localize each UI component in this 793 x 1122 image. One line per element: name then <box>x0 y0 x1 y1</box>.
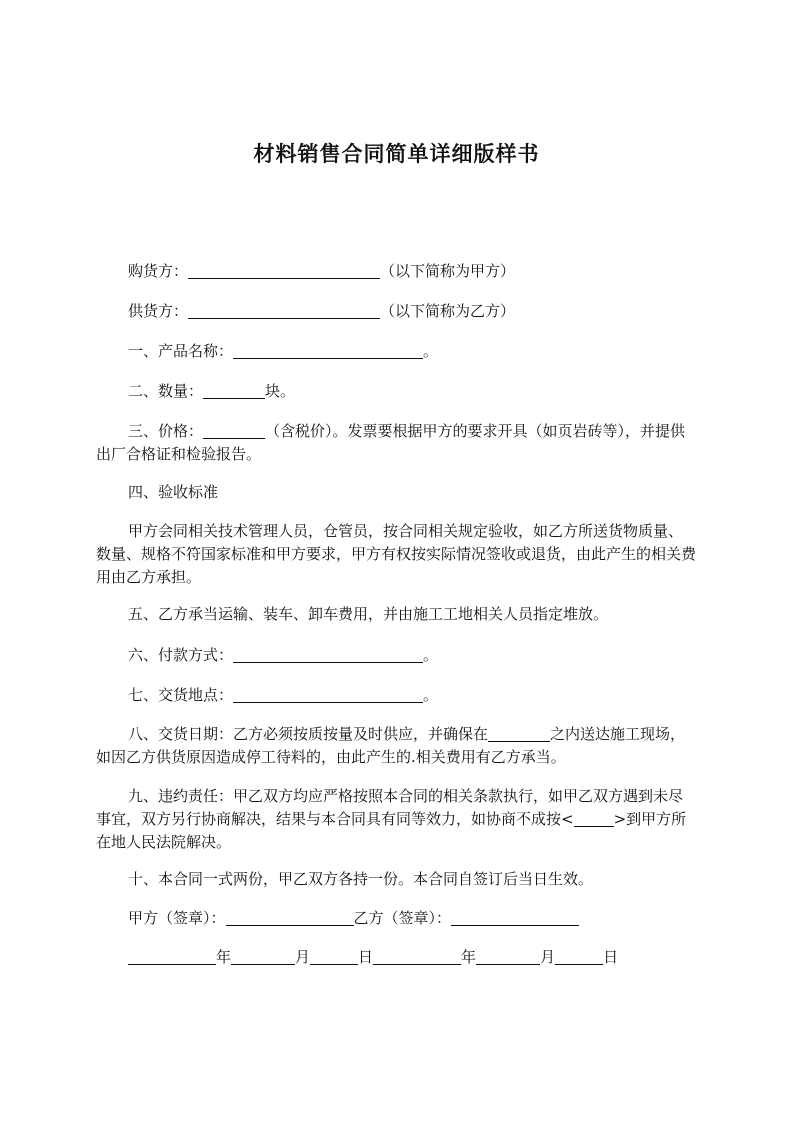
party-b-month-label: 月 <box>540 948 556 966</box>
clause-7-label: 七、交货地点： <box>128 686 234 704</box>
party-b-day-blank[interactable] <box>555 948 603 965</box>
seller-note: （以下简称为乙方） <box>380 302 516 320</box>
party-b-year-label: 年 <box>461 948 477 966</box>
party-b-day-label: 日 <box>603 948 619 966</box>
clause-6-period: 。 <box>423 646 439 664</box>
clause-8-text-b: 之内送达施工现场，如因乙方供货原因造成停工待料的，由此产生的.相关费用有乙方承当。 <box>96 725 686 766</box>
clause-8 <box>96 723 696 769</box>
party-b-year-blank[interactable] <box>373 948 461 965</box>
clause-9-text-b: >到甲方所在地人民法院解决。 <box>96 810 687 851</box>
party-a-sign-blank[interactable] <box>226 909 354 926</box>
clause-6-label: 六、付款方式： <box>128 646 234 664</box>
party-a-day-label: 日 <box>358 948 374 966</box>
party-a-month-blank[interactable] <box>231 948 295 965</box>
document-title: 材料销售合同简单详细版样书 <box>253 142 540 166</box>
party-a-day-blank[interactable] <box>310 948 358 965</box>
party-a-year-blank[interactable] <box>128 948 216 965</box>
party-b-sign-label: 乙方（签章）： <box>353 909 452 927</box>
clause-9-text-a: 九、违约责任：甲乙双方均应严格按照本合同的相关条款执行，如甲乙双方遇到未尽事宜，双方另行协商解决，结果与本合同具有同等效力，如协商不成按< <box>96 787 684 828</box>
clause-2 <box>96 380 728 403</box>
clause-1 <box>96 340 728 363</box>
quantity-blank[interactable] <box>203 382 265 399</box>
clause-7-period: 。 <box>423 686 439 704</box>
buyer-label: 购货方： <box>128 262 189 280</box>
arbitration-blank[interactable] <box>574 810 614 827</box>
party-a-year-label: 年 <box>216 948 232 966</box>
clause-1-label: 一、产品名称： <box>128 342 234 360</box>
clause-5: 五、乙方承当运输、装车、卸车费用，并由施工工地相关人员指定堆放。 <box>128 605 609 623</box>
clause-8-text-a: 八、交货日期：乙方必须按质按量及时供应，并确保在 <box>128 725 489 743</box>
delivery-days-blank[interactable] <box>488 725 550 742</box>
date-line <box>96 946 728 969</box>
seller-label: 供货方： <box>128 302 189 320</box>
product-name-blank[interactable] <box>233 342 423 359</box>
price-blank[interactable] <box>203 422 265 439</box>
clause-1-period: 。 <box>423 342 439 360</box>
party-a-month-label: 月 <box>295 948 311 966</box>
clause-3 <box>96 420 696 466</box>
buyer-line <box>96 260 728 283</box>
seller-blank[interactable] <box>188 302 380 319</box>
buyer-blank[interactable] <box>188 262 380 279</box>
seller-line <box>96 300 728 323</box>
clause-10: 十、本合同一式两份，甲乙双方各持一份。本合同自签订后当日生效。 <box>128 870 594 888</box>
clause-3-label: 三、价格： <box>128 422 204 440</box>
clause-6 <box>96 644 728 667</box>
buyer-note: （以下简称为甲方） <box>380 262 516 280</box>
clause-7 <box>96 684 728 707</box>
clause-2-unit: 块。 <box>265 382 296 400</box>
clause-4-title: 四、验收标准 <box>128 483 219 501</box>
clause-9 <box>96 785 696 854</box>
payment-method-blank[interactable] <box>233 646 423 663</box>
clause-2-label: 二、数量： <box>128 382 204 400</box>
clause-3-text: （含税价）。发票要根据甲方的要求开具（如页岩砖等），并提供出厂合格证和检验报告。 <box>96 422 686 463</box>
delivery-place-blank[interactable] <box>233 686 423 703</box>
party-b-sign-blank[interactable] <box>451 909 579 926</box>
signature-line <box>96 907 728 930</box>
party-a-sign-label: 甲方（签章）： <box>128 909 226 927</box>
clause-4-text: 甲方会同相关技术管理人员，仓管员，按合同相关规定验收，如乙方所送货物质量、数量、规格不符国家标准和甲方要求，甲方有权按实际情况签收或退货，由此产生的相关费用由乙方承担。 <box>96 522 697 586</box>
party-b-month-blank[interactable] <box>476 948 540 965</box>
